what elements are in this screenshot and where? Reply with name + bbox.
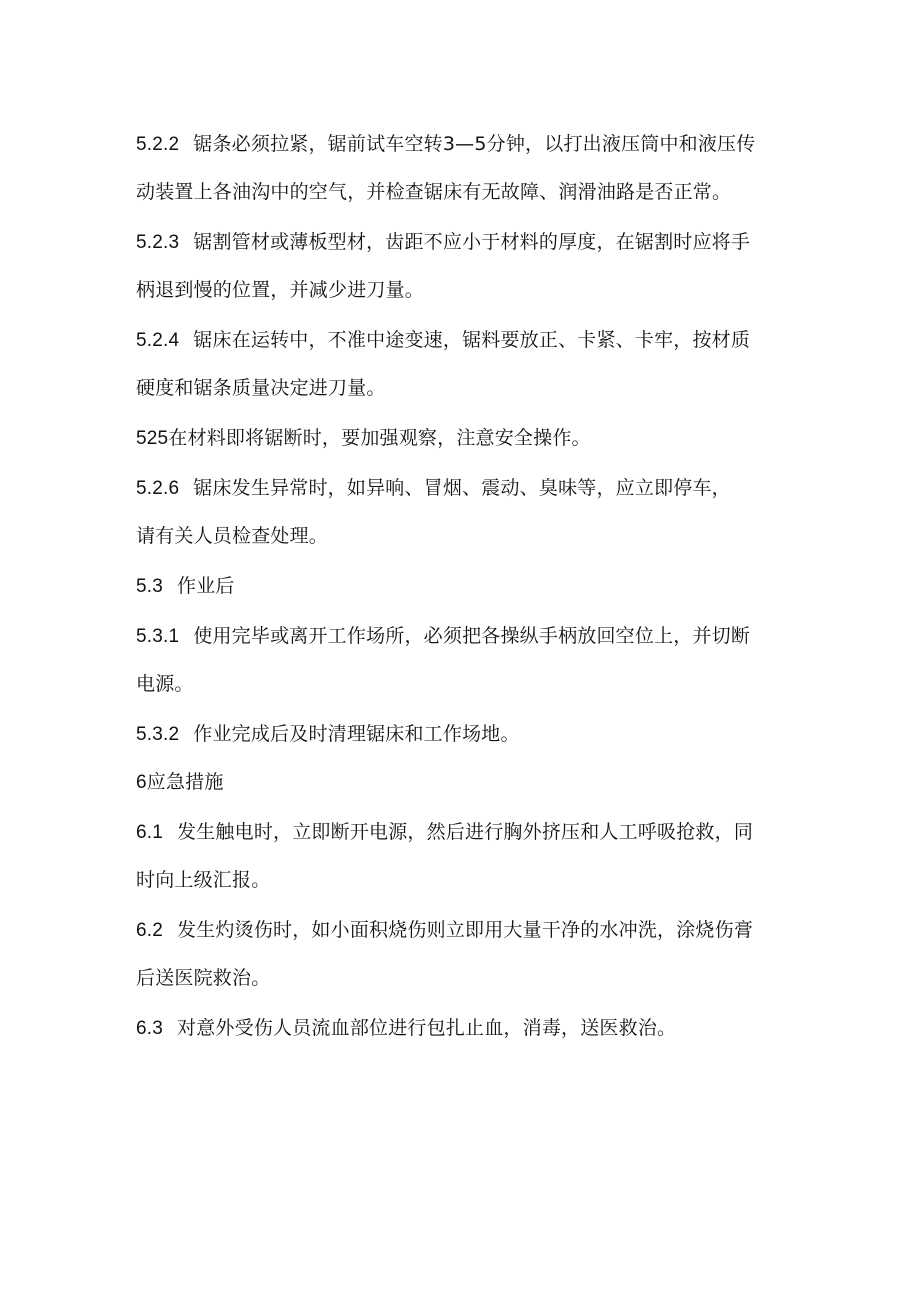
paragraph-text: 对意外受伤人员流血部位进行包扎止血，消毒，送医救治。: [177, 1017, 677, 1039]
paragraph-text: 柄退到慢的位置，并减少进刀量。: [136, 279, 425, 301]
heading-5-3: [136, 574, 796, 599]
paragraph-5-2-6-line-1: [136, 476, 796, 501]
section-number: 6.3: [136, 1018, 164, 1039]
paragraph-6-2-line-1: [136, 918, 796, 943]
paragraph-5-2-3-line-2: [136, 278, 796, 302]
paragraph-text: 时向上级汇报。: [136, 869, 271, 891]
paragraph-text: 硬度和锯条质量决定进刀量。: [136, 377, 386, 399]
paragraph-text: 发生灼烫伤时，如小面积烧伤则立即用大量干净的水冲洗，涂烧伤膏: [177, 919, 754, 941]
section-number: 5.2.3: [136, 232, 180, 253]
heading-text: 应急措施: [146, 771, 224, 793]
paragraph-5-3-1-line-2: [136, 672, 796, 696]
paragraph-6-3: [136, 1016, 796, 1041]
paragraph-text: 锯床在运转中，不准中途变速，锯料要放正、卡紧、卡牢，按材质: [193, 329, 751, 351]
paragraph-text: 在材料即将锯断时，要加强观察，注意安全操作。: [168, 427, 591, 449]
paragraph-text: 请有关人员检查处理。: [136, 525, 329, 547]
paragraph-6-2-line-2: [136, 966, 796, 990]
paragraph-5-2-2-line-1: [136, 132, 796, 157]
paragraph-6-1-line-1: [136, 820, 796, 845]
paragraph-text: 后送医院救治。: [136, 967, 271, 989]
section-number: 6: [136, 772, 147, 793]
heading-text: 作业后: [177, 575, 235, 597]
paragraph-5-3-1-line-1: [136, 624, 796, 649]
paragraph-5-2-3-line-1: [136, 230, 796, 255]
section-number: 5.3: [136, 576, 164, 597]
section-number: 6.2: [136, 920, 164, 941]
paragraph-5-3-2: [136, 722, 796, 747]
paragraph-5-2-4-line-2: [136, 376, 796, 400]
paragraph-5-2-6-line-2: [136, 524, 796, 548]
section-number: 5.2.4: [136, 330, 180, 351]
paragraph-text: 动装置上各油沟中的空气，并检查锯床有无故障、润滑油路是否正常。: [136, 181, 732, 203]
paragraph-525: [136, 426, 796, 451]
paragraph-6-1-line-2: [136, 868, 796, 892]
paragraph-text: 锯割管材或薄板型材，齿距不应小于材料的厚度，在锯割时应将手: [193, 231, 751, 253]
paragraph-text: 使用完毕或离开工作场所，必须把各操纵手柄放回空位上，并切断: [193, 625, 751, 647]
section-number: 525: [136, 428, 169, 449]
paragraph-5-2-4-line-1: [136, 328, 796, 353]
paragraph-text: 作业完成后及时清理锯床和工作场地。: [193, 723, 520, 745]
paragraph-text: 发生触电时，立即断开电源，然后进行胸外挤压和人工呼吸抢救，同: [177, 821, 754, 843]
paragraph-text: 锯床发生异常时，如异响、冒烟、震动、臭味等，应立即停车，: [193, 477, 731, 499]
paragraph-text: 电源。: [136, 673, 194, 695]
paragraph-5-2-2-line-2: [136, 180, 796, 204]
paragraph-text: 锯条必须拉紧，锯前试车空转3—5分钟，以打出液压筒中和液压传: [193, 133, 756, 155]
section-number: 5.2.6: [136, 478, 180, 499]
section-number: 6.1: [136, 822, 164, 843]
heading-6: [136, 770, 796, 795]
section-number: 5.3.1: [136, 626, 180, 647]
section-number: 5.2.2: [136, 134, 180, 155]
section-number: 5.3.2: [136, 724, 180, 745]
